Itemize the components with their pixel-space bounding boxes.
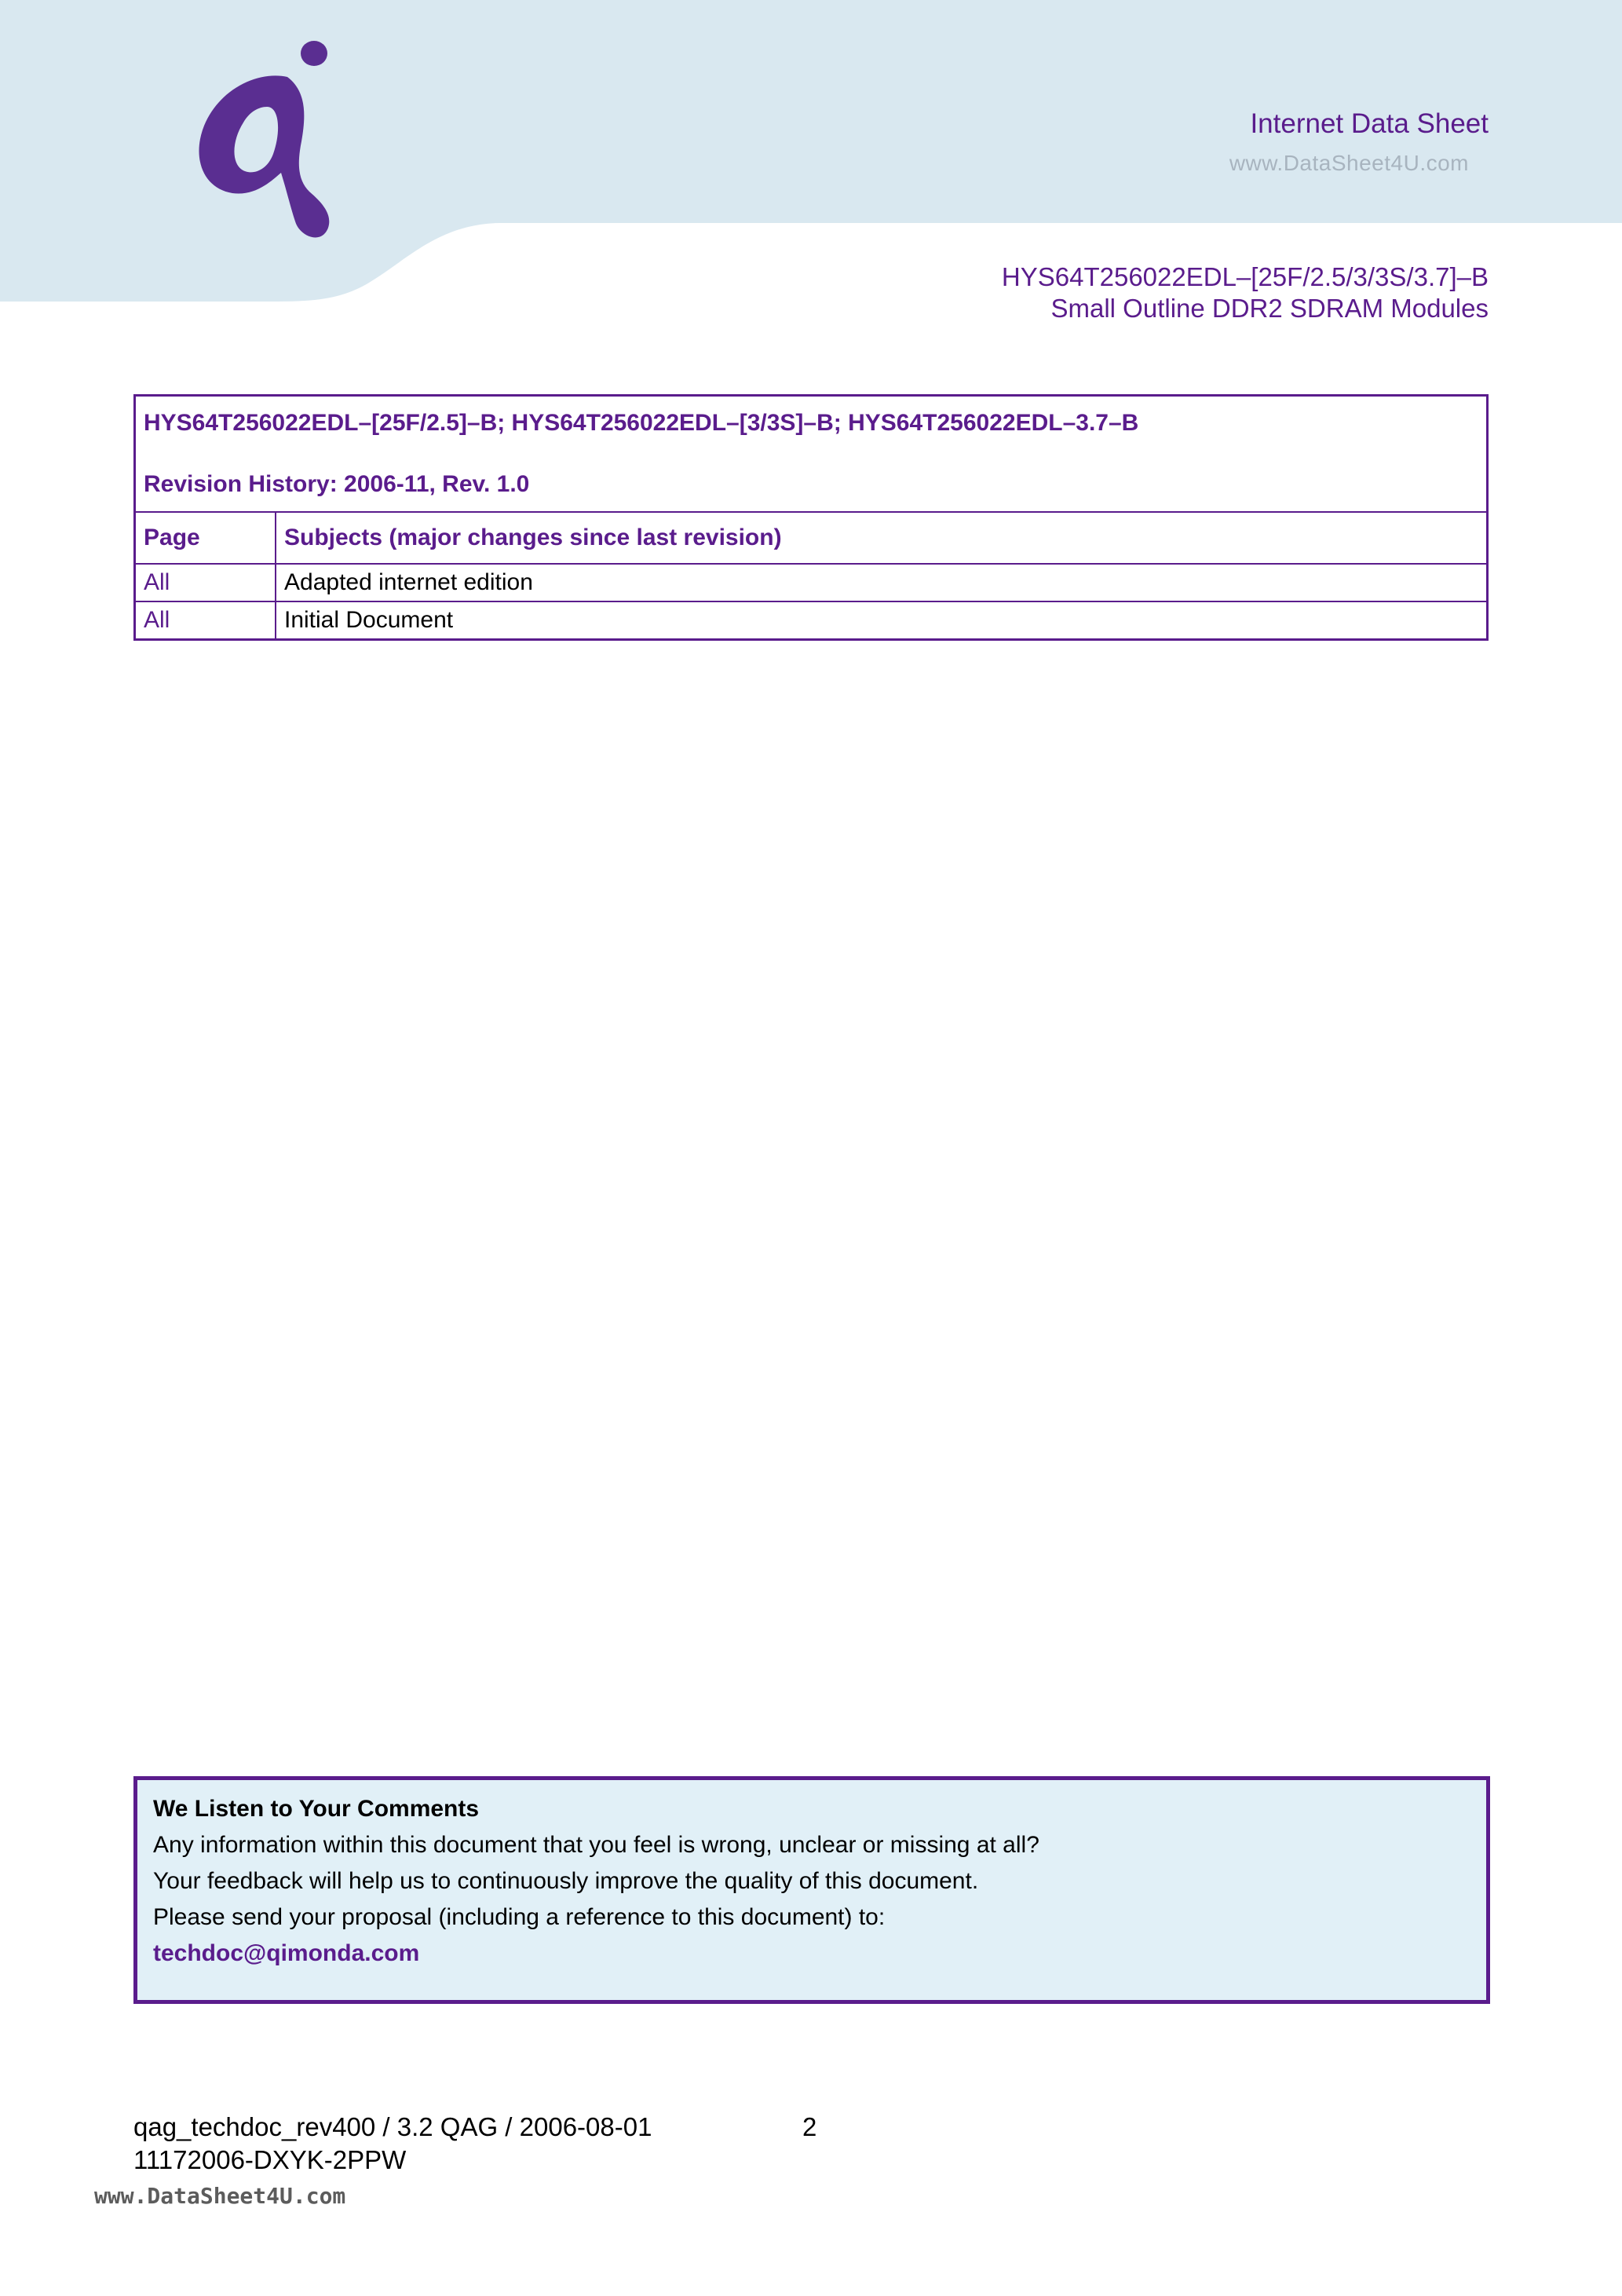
column-header-page: Page [135, 512, 276, 564]
feedback-title: We Listen to Your Comments [153, 1796, 480, 1822]
revision-history-table [133, 394, 1489, 641]
row-subject-cell: Initial Document [276, 601, 1488, 640]
feedback-box [133, 1776, 1490, 2004]
feedback-line: Any information within this document that you feel is wrong, unclear or missing at all? [153, 1832, 1039, 1858]
revision-title-cell [135, 396, 1488, 513]
feedback-line: Your feedback will help us to continuously improve the quality of this document. [153, 1868, 979, 1894]
row-subject-cell: Adapted internet edition [276, 564, 1488, 601]
footer-template-ref: qag_techdoc_rev400 / 3.2 QAG / 2006-08-01 [133, 2112, 652, 2141]
table-row [135, 564, 1488, 601]
document-kind: Internet Data Sheet [1250, 108, 1489, 139]
table-row [135, 601, 1488, 640]
row-page-cell: All [135, 564, 276, 601]
footer-doc-code: 11172006-DXYK-2PPW [133, 2145, 407, 2174]
product-line: Small Outline DDR2 SDRAM Modules [1050, 294, 1489, 323]
qimonda-logo-icon [188, 39, 338, 243]
revision-history-label: Revision History: 2006-11, Rev. 1.0 [144, 471, 530, 497]
column-header-row [135, 512, 1488, 564]
part-number: HYS64T256022EDL–[25F/2.5/3/3S/3.7]–B [1001, 262, 1489, 291]
revision-table-title: HYS64T256022EDL–[25F/2.5]–B; HYS64T256022EDL–[3/3S]–B; HYS64T256022EDL–3.7–B [144, 410, 1139, 436]
watermark-top: www.DataSheet4U.com [1229, 151, 1469, 175]
feedback-line: Please send your proposal (including a reference to this document) to: [153, 1904, 886, 1930]
row-page-cell: All [135, 601, 276, 640]
page-number: 2 [802, 2112, 817, 2141]
watermark-bottom: www.DataSheet4U.com [94, 2183, 346, 2209]
feedback-email-link[interactable]: techdoc@qimonda.com [153, 1940, 420, 1966]
revision-table-header [135, 396, 1488, 513]
column-header-subjects: Subjects (major changes since last revision) [276, 512, 1488, 564]
